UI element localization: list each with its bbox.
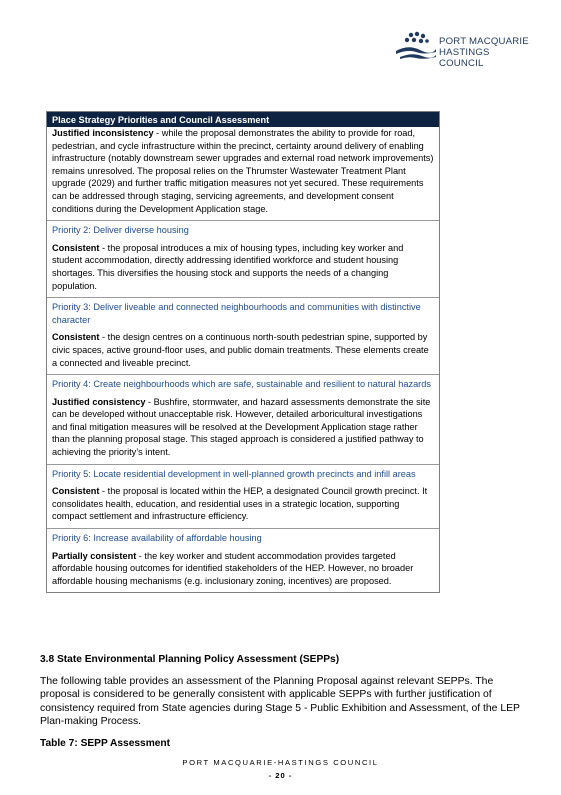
- logo-line-1: PORT MACQUARIE: [439, 36, 529, 47]
- section-heading: 3.8 State Environmental Planning Policy Assessment (SEPPs): [40, 654, 340, 665]
- assessment-label: Consistent: [52, 242, 100, 253]
- assessment-table: [46, 111, 440, 593]
- priority-heading: Priority 4: Create neighbourhoods which are safe, sustainable and resilient to natural hazards: [52, 379, 431, 390]
- logo-wordmark: [439, 36, 534, 69]
- assessment-label: Consistent: [52, 486, 100, 497]
- table-row-priority-3: [47, 297, 439, 374]
- table-row-priority-4: [47, 374, 439, 464]
- page-number: - 20 -: [268, 771, 293, 780]
- priority-heading: Priority 6: Increase availability of affordable housing: [52, 533, 262, 544]
- assessment-text: - Bushfire, stormwater, and hazard assessments demonstrate the site can be developed without unacceptable risk. However, detailed arboricultural investigations and final mitigation measures will be resolved at the Development Application stage rather than the planning proposal stage. This staged approach is considered a justified pathway to achieving the priority’s intent.: [52, 396, 431, 458]
- priority-heading: Priority 3: Deliver liveable and connected neighbourhoods and communities with distinctive character: [52, 302, 421, 325]
- assessment-text: - the key worker and student accommodation provides targeted affordable housing outcomes for identified stakeholders of the HEP. However, no broader affordable housing mechanisms (e.g. inclusionary zoning, incentives) are proposed.: [52, 550, 414, 586]
- assessment-text: - while the proposal demonstrates the ability to provide for road, pedestrian, and cycle infrastructure within the precinct, certainty around delivery of enabling infrastructure (notably downstream sewer upgrades and external road network improvements) remains unresolved. The proposal relies on the Thrumster Wastewater Treatment Plant upgrade (2029) and further traffic mitigation measures not yet secured. These requirements can be addressed through staging, servicing agreements, and development consent conditions during the Development Application stage.: [52, 128, 434, 214]
- table-row-priority-2: [47, 220, 439, 297]
- assessment-label: Justified inconsistency: [52, 128, 154, 138]
- council-logo: [394, 31, 534, 69]
- priority-heading: Priority 5: Locate residential development in well-planned growth precincts and infill areas: [52, 468, 416, 479]
- logo-line-2: HASTINGS COUNCIL: [439, 47, 490, 69]
- assessment-label: Consistent: [52, 332, 100, 343]
- assessment-text: - the proposal introduces a mix of housing types, including key worker and student accommodation, directly addressing identified workforce and student housing shortages. This diversifies the housing stock and supports the needs of a changing population.: [52, 242, 404, 291]
- priority-heading: Priority 2: Deliver diverse housing: [52, 225, 189, 236]
- table-caption: Table 7: SEPP Assessment: [40, 738, 171, 749]
- assessment-text: - the proposal is located within the HEP, a designated Council growth precinct. It consolidates health, education, and residential uses in a strategic location, supporting compact settlement and infrastructure efficiency.: [52, 486, 428, 522]
- assessment-text: - the design centres on a continuous north-south pedestrian spine, supported by civic spaces, active ground-floor uses, and public domain treatments. These elements create a connected and liveable precinct.: [52, 332, 429, 368]
- section-paragraph: The following table provides an assessment of the Planning Proposal against relevant SEPPs. The proposal is considered to be generally consistent with applicable SEPPs with further justification of consistency required from State agencies during Stage 5 - Public Exhibition and Assessment, of the LEP Plan-making Process.: [40, 676, 520, 728]
- table-cell: [47, 127, 439, 220]
- assessment-label: Partially consistent: [52, 550, 137, 561]
- table-header: Place Strategy Priorities and Council Assessment: [47, 112, 439, 127]
- footer-org: PORT MACQUARIE-HASTINGS COUNCIL: [182, 758, 379, 767]
- table-row-priority-6: [47, 528, 439, 592]
- table-row-priority-5: [47, 464, 439, 528]
- assessment-label: Justified consistency: [52, 396, 146, 407]
- council-logo-mark: [394, 31, 438, 65]
